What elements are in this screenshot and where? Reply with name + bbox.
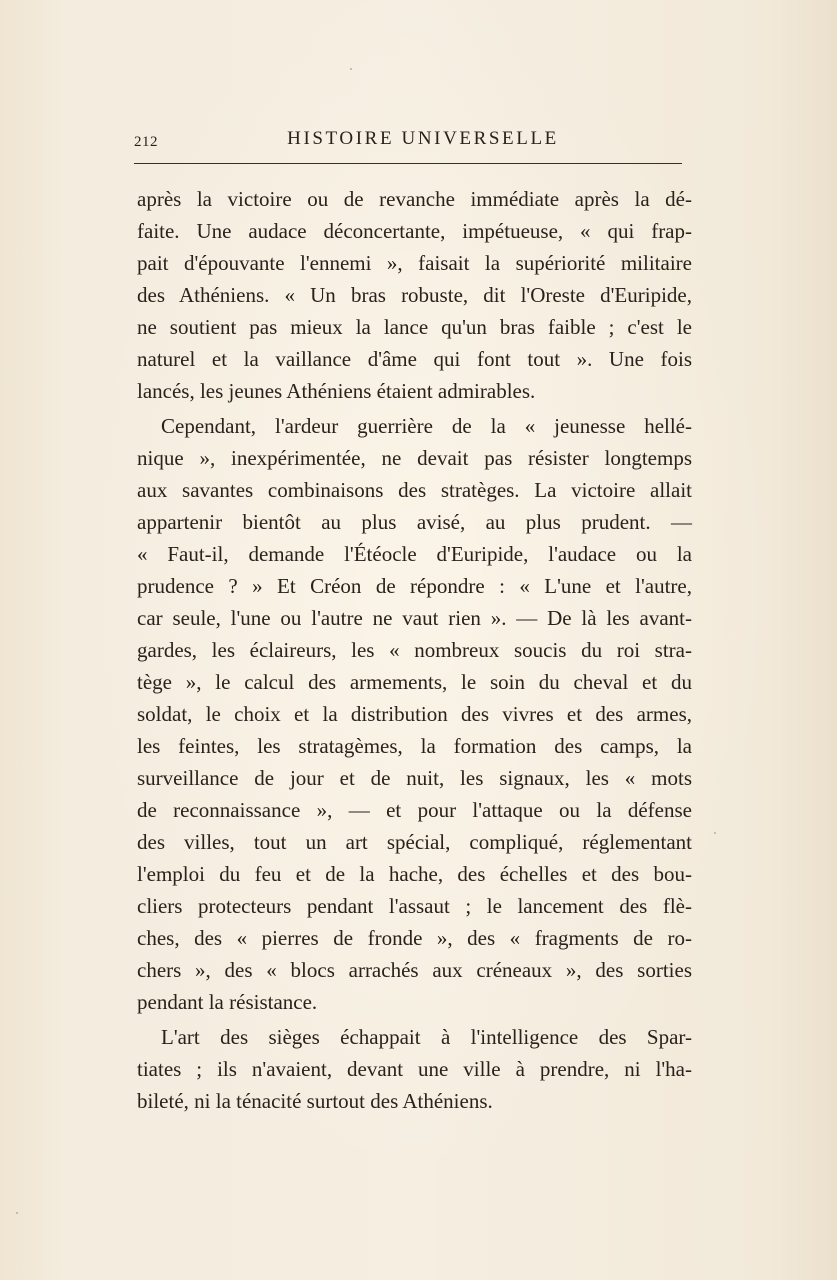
text-line: cliers protecteurs pendant l'assaut ; le lancement des flè-	[137, 894, 692, 918]
page-number: 212	[134, 134, 158, 150]
text-line: lancés, les jeunes Athéniens étaient admirables.	[137, 379, 536, 403]
page-header	[134, 128, 682, 158]
paragraph-2	[137, 410, 692, 1018]
text-line: nique », inexpérimentée, ne devait pas résister longtemps	[137, 446, 692, 470]
text-line: soldat, le choix et la distribution des vivres et des armes,	[137, 702, 692, 726]
text-line: après la victoire ou de revanche immédiate après la dé-	[137, 187, 692, 211]
text-line: naturel et la vaillance d'âme qui font tout ». Une fois	[137, 347, 692, 371]
text-line: l'emploi du feu et de la hache, des échelles et des bou-	[137, 862, 692, 886]
text-line: bileté, ni la ténacité surtout des Athéniens.	[137, 1089, 493, 1113]
text-line: tège », le calcul des armements, le soin du cheval et du	[137, 670, 692, 694]
paper-speck	[714, 832, 716, 834]
text-line: ches, des « pierres de fronde », des « fragments de ro-	[137, 926, 692, 950]
text-line: des villes, tout un art spécial, compliqué, réglementant	[137, 830, 692, 854]
text-line: surveillance de jour et de nuit, les signaux, les « mots	[137, 766, 692, 790]
text-line: L'art des sièges échappait à l'intelligence des Spar-	[161, 1025, 692, 1049]
text-line: de reconnaissance », — et pour l'attaque ou la défense	[137, 798, 692, 822]
text-line: ne soutient pas mieux la lance qu'un bras faible ; c'est le	[137, 315, 692, 339]
running-title: HISTOIRE UNIVERSELLE	[287, 128, 559, 149]
text-line: chers », des « blocs arrachés aux créneaux », des sorties	[137, 958, 692, 982]
text-line: « Faut-il, demande l'Étéocle d'Euripide, l'audace ou la	[137, 542, 692, 566]
paragraph-3	[137, 1021, 692, 1117]
text-line: faite. Une audace déconcertante, impétueuse, « qui frap-	[137, 219, 692, 243]
text-line: gardes, les éclaireurs, les « nombreux soucis du roi stra-	[137, 638, 692, 662]
text-line: aux savantes combinaisons des stratèges. La victoire allait	[137, 478, 692, 502]
paper-speck	[350, 68, 352, 70]
text-line: car seule, l'une ou l'autre ne vaut rien ». — De là les avant-	[137, 606, 692, 630]
text-line: prudence ? » Et Créon de répondre : « L'une et l'autre,	[137, 574, 692, 598]
paragraph-1	[137, 183, 692, 407]
text-line: des Athéniens. « Un bras robuste, dit l'Oreste d'Euripide,	[137, 283, 692, 307]
text-line: les feintes, les stratagèmes, la formation des camps, la	[137, 734, 692, 758]
text-line: pendant la résistance.	[137, 990, 318, 1014]
paper-speck	[16, 1212, 18, 1214]
text-line: appartenir bientôt au plus avisé, au plus prudent. —	[137, 510, 692, 534]
text-line: pait d'épouvante l'ennemi », faisait la supériorité militaire	[137, 251, 692, 275]
header-rule	[134, 163, 682, 164]
text-line: Cependant, l'ardeur guerrière de la « jeunesse hellé-	[161, 414, 692, 438]
body-text	[137, 183, 692, 1117]
text-line: tiates ; ils n'avaient, devant une ville à prendre, ni l'ha-	[137, 1057, 692, 1081]
